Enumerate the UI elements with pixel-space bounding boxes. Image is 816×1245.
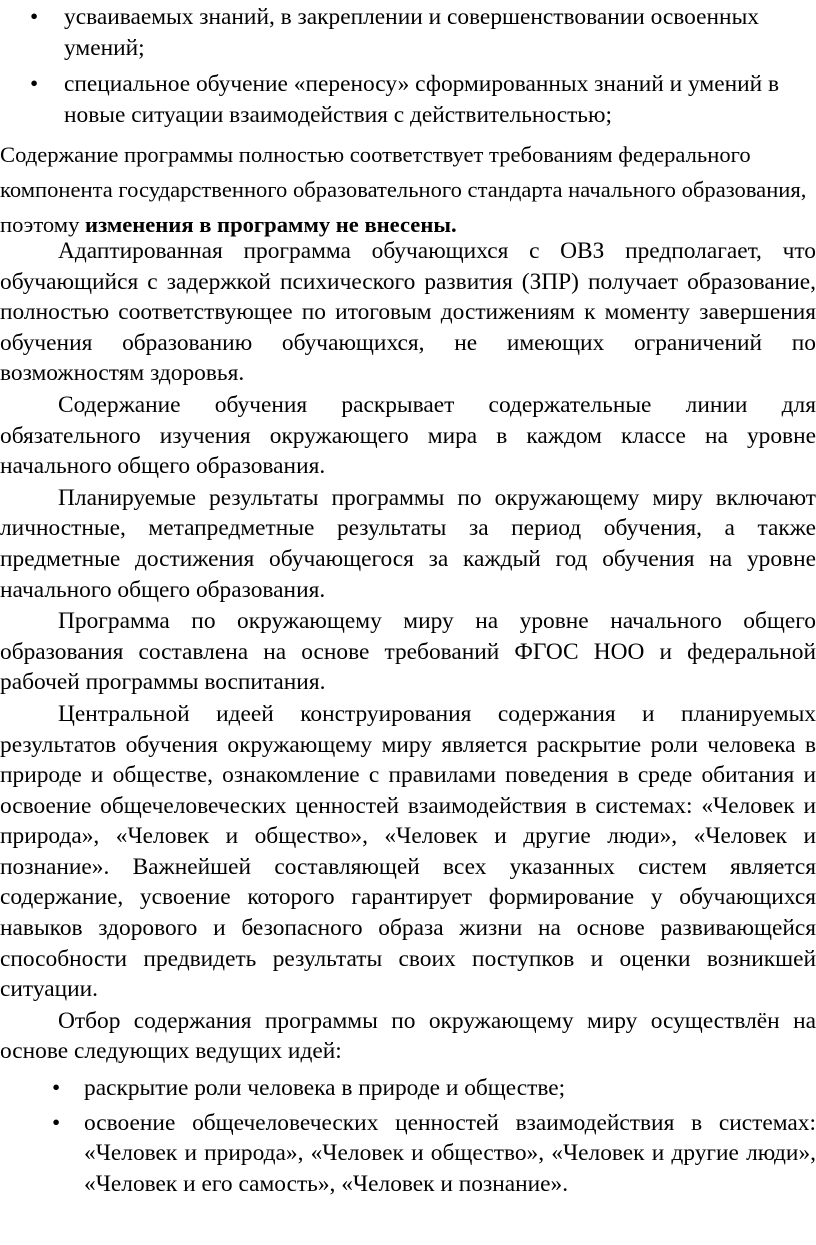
list-item-text: усваиваемых знаний, в закреплении и совершенствовании освоенных умений;	[64, 4, 759, 61]
paragraph: Программа по окружающему миру на уровне начального общего образования составлена на основе требований ФГОС НОО и федеральной рабочей программы воспитания.	[0, 608, 816, 696]
intro-text: Содержание программы полностью соответствует требованиям федерального компонента государственного образовательного стандарта начального образования, поэтому	[0, 142, 807, 237]
paragraph: Адаптированная программа обучающихся с ОВЗ предполагает, что обучающийся с задержкой психического развития (ЗПР) получает образование, полностью соответствующее по итоговым достижениям к моменту завершения обучения образованию обучающихся, не имеющих ограничений по возможностям здоровья.	[0, 238, 816, 387]
list-item	[0, 2, 816, 63]
paragraph: Центральной идеей конструирования содержания и планируемых результатов обучения окружающему миру является раскрытие роли человека в природе и обществе, ознакомление с правилами поведения в среде обитания и освоение общечеловеческих ценностей взаимодействия в системах: «Человек и природа», «Человек и общество», «Человек и другие люди», «Человек и познание». Важнейшей составляющей всех указанных систем является содержание, усвоение которого гарантирует формирование у обучающихся навыков здорового и безопасного образа жизни на основе развивающейся способности предвидеть результаты своих поступков и оценки возникшей ситуации.	[0, 700, 816, 1003]
bullet-icon: •	[52, 1075, 61, 1102]
paragraph: Содержание обучения раскрывает содержательные линии для обязательного изучения окружающего мира в каждом классе на уровне начального общего образования.	[0, 391, 816, 480]
bullet-icon: •	[30, 71, 39, 98]
list-item	[0, 69, 816, 130]
intro-bold-text: изменения в программу не внесены.	[85, 212, 457, 237]
bullet-icon: •	[30, 4, 39, 30]
bullet-icon: •	[52, 1109, 61, 1136]
body-text	[0, 236, 816, 1203]
list-item	[0, 1073, 816, 1104]
top-bullet-list	[0, 2, 816, 136]
list-item-text: освоение общечеловеческих ценностей взаимодействия в системах: «Человек и природа», «Человек и общество», «Человек и другие люди», «Человек и его самость», «Человек и познание».	[84, 1109, 816, 1197]
list-item	[0, 1108, 816, 1200]
list-item-text: раскрытие роли человека в природе и обществе;	[84, 1075, 566, 1102]
paragraph: Планируемые результаты программы по окружающему миру включают личностные, метапредметные результаты за период обучения, а также предметные достижения обучающегося за каждый год обучения на уровне начального общего образования.	[0, 484, 816, 603]
paragraph: Отбор содержания программы по окружающему миру осуществлён на основе следующих ведущих идей:	[0, 1007, 816, 1065]
list-item-text: специальное обучение «переносу» сформированных знаний и умений в новые ситуации взаимодействия с действительностью;	[64, 71, 780, 128]
bottom-bullet-list	[0, 1073, 816, 1199]
intro-paragraph	[0, 137, 810, 242]
